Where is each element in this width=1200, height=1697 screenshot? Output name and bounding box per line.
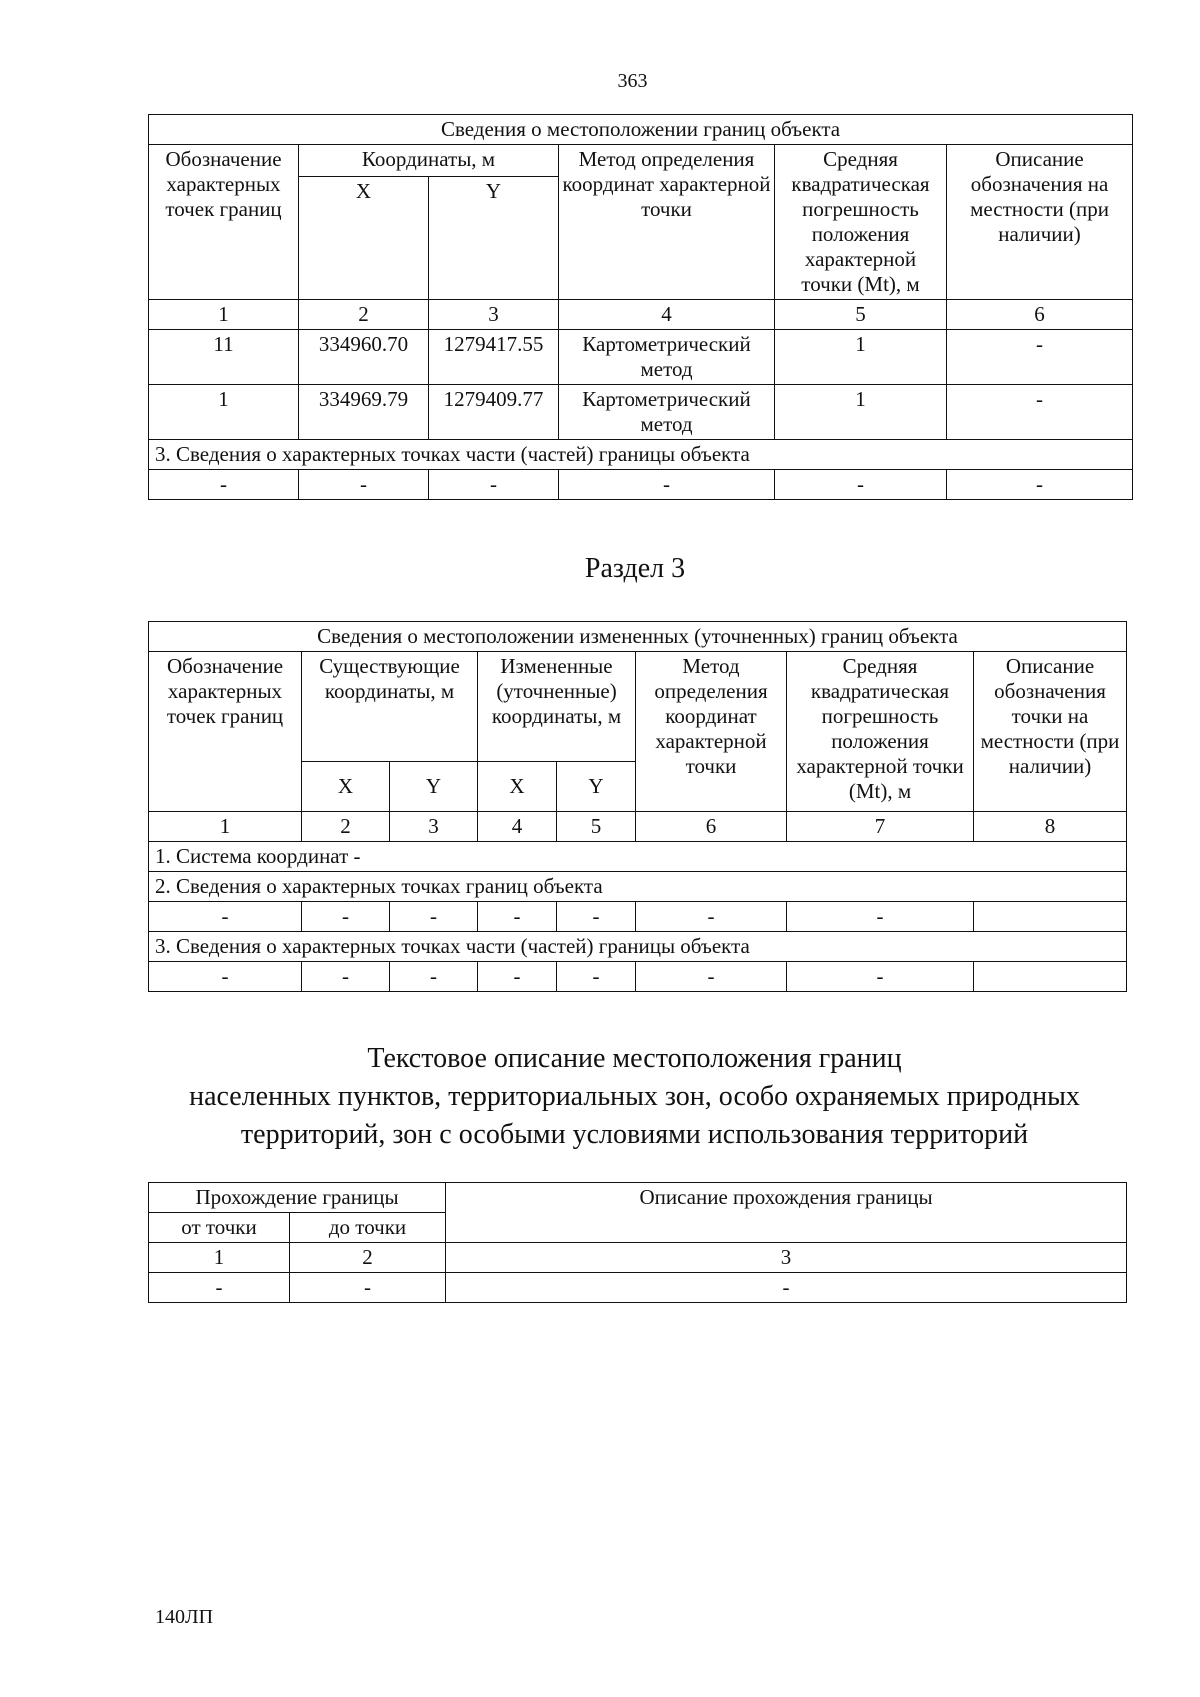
header-accuracy: Средняя квадратическая погрешность положения характерной точки (Mt), м — [775, 145, 947, 300]
column-number: 4 — [478, 812, 557, 842]
coord-x: 334969.79 — [299, 385, 429, 440]
table-row — [149, 470, 1133, 500]
column-number: 1 — [149, 300, 299, 330]
description: - — [947, 330, 1133, 385]
changed-boundary-table — [148, 621, 1127, 992]
table-cell: - — [636, 902, 787, 932]
coordinate-system-label: 1. Система координат - — [149, 842, 1127, 872]
table-cell: - — [149, 962, 302, 992]
section-title: Раздел 3 — [584, 553, 686, 584]
header-y: Y — [429, 177, 559, 300]
table-cell: - — [302, 902, 390, 932]
column-number: 3 — [390, 812, 478, 842]
header-to-point: до точки — [290, 1213, 446, 1243]
table-cell — [974, 962, 1127, 992]
table-title: Сведения о местоположении измененных (уточненных) границ объекта — [149, 622, 1127, 652]
column-number: 7 — [787, 812, 974, 842]
section-3-label: 3. Сведения о характерных точках части (частей) границы объекта — [149, 932, 1127, 962]
header-method: Метод определения координат характерной точки — [559, 145, 775, 300]
table-cell: - — [775, 470, 947, 500]
header-y: Y — [557, 762, 636, 812]
table-cell: - — [478, 962, 557, 992]
header-existing-coordinates: Существующие координаты, м — [302, 652, 478, 762]
section-3-label: 3. Сведения о характерных точках части (частей) границы объекта — [149, 440, 1133, 470]
table-cell: - — [390, 902, 478, 932]
table-cell: - — [478, 902, 557, 932]
table-row — [149, 1273, 1127, 1303]
table-cell: - — [302, 962, 390, 992]
column-number: 1 — [149, 1243, 290, 1273]
table-cell: - — [559, 470, 775, 500]
description: - — [947, 385, 1133, 440]
column-number: 6 — [947, 300, 1133, 330]
column-number: 6 — [636, 812, 787, 842]
column-number: 3 — [429, 300, 559, 330]
table-cell: - — [557, 962, 636, 992]
table-cell: - — [636, 962, 787, 992]
header-designation: Обозначение характерных точек границ — [149, 652, 302, 812]
table-cell: - — [299, 470, 429, 500]
footer-code: 140ЛП — [155, 1606, 214, 1628]
header-y: Y — [390, 762, 478, 812]
accuracy: 1 — [775, 385, 947, 440]
coord-x: 334960.70 — [299, 330, 429, 385]
column-number-row — [149, 812, 1127, 842]
table-cell: - — [557, 902, 636, 932]
table-cell: - — [787, 962, 974, 992]
table-cell: - — [149, 1273, 290, 1303]
header-x: X — [299, 177, 429, 300]
column-number: 5 — [775, 300, 947, 330]
table-cell: - — [290, 1273, 446, 1303]
table-row — [149, 385, 1133, 440]
column-number: 2 — [299, 300, 429, 330]
boundary-location-table — [148, 114, 1133, 500]
header-accuracy: Средняя квадратическая погрешность положения характерной точки (Mt), м — [787, 652, 974, 812]
accuracy: 1 — [775, 330, 947, 385]
header-changed-coordinates: Измененные (уточненные) координаты, м — [478, 652, 636, 762]
point-id: 11 — [149, 330, 299, 385]
column-number: 4 — [559, 300, 775, 330]
table-row — [149, 962, 1127, 992]
header-passage-description: Описание прохождения границы — [446, 1183, 1127, 1243]
heading-line: населенных пунктов, территориальных зон, особо охраняемых природных — [189, 1081, 1080, 1112]
text-description-heading — [148, 1040, 1121, 1154]
table-cell: - — [429, 470, 559, 500]
header-description: Описание обозначения точки на местности (при наличии) — [974, 652, 1127, 812]
column-number: 3 — [446, 1243, 1127, 1273]
column-number: 2 — [290, 1243, 446, 1273]
column-number-row — [149, 1243, 1127, 1273]
header-from-point: от точки — [149, 1213, 290, 1243]
table-cell: - — [149, 902, 302, 932]
header-method: Метод определения координат характерной точки — [636, 652, 787, 812]
table-row — [149, 330, 1133, 385]
header-x: X — [302, 762, 390, 812]
table-cell: - — [947, 470, 1133, 500]
heading-line: Текстовое описание местоположения границ — [367, 1043, 902, 1074]
page-number: 363 — [617, 70, 648, 92]
header-description: Описание обозначения на местности (при наличии) — [947, 145, 1133, 300]
heading-line: территорий, зон с особыми условиями использования территорий — [240, 1119, 1029, 1150]
method: Картометрический метод — [559, 330, 775, 385]
table-cell: - — [446, 1273, 1127, 1303]
header-passage: Прохождение границы — [149, 1183, 446, 1213]
header-x: X — [478, 762, 557, 812]
table-cell: - — [787, 902, 974, 932]
table-row — [149, 902, 1127, 932]
point-id: 1 — [149, 385, 299, 440]
column-number: 8 — [974, 812, 1127, 842]
method: Картометрический метод — [559, 385, 775, 440]
column-number: 1 — [149, 812, 302, 842]
table-title: Сведения о местоположении границ объекта — [149, 115, 1133, 145]
header-designation: Обозначение характерных точек границ — [149, 145, 299, 300]
section-2-label: 2. Сведения о характерных точках границ объекта — [149, 872, 1127, 902]
column-number: 2 — [302, 812, 390, 842]
boundary-passage-table — [148, 1182, 1127, 1303]
coord-y: 1279417.55 — [429, 330, 559, 385]
column-number-row — [149, 300, 1133, 330]
table-cell: - — [390, 962, 478, 992]
table-cell: - — [149, 470, 299, 500]
header-coordinates: Координаты, м — [299, 145, 559, 177]
column-number: 5 — [557, 812, 636, 842]
coord-y: 1279409.77 — [429, 385, 559, 440]
table-cell — [974, 902, 1127, 932]
